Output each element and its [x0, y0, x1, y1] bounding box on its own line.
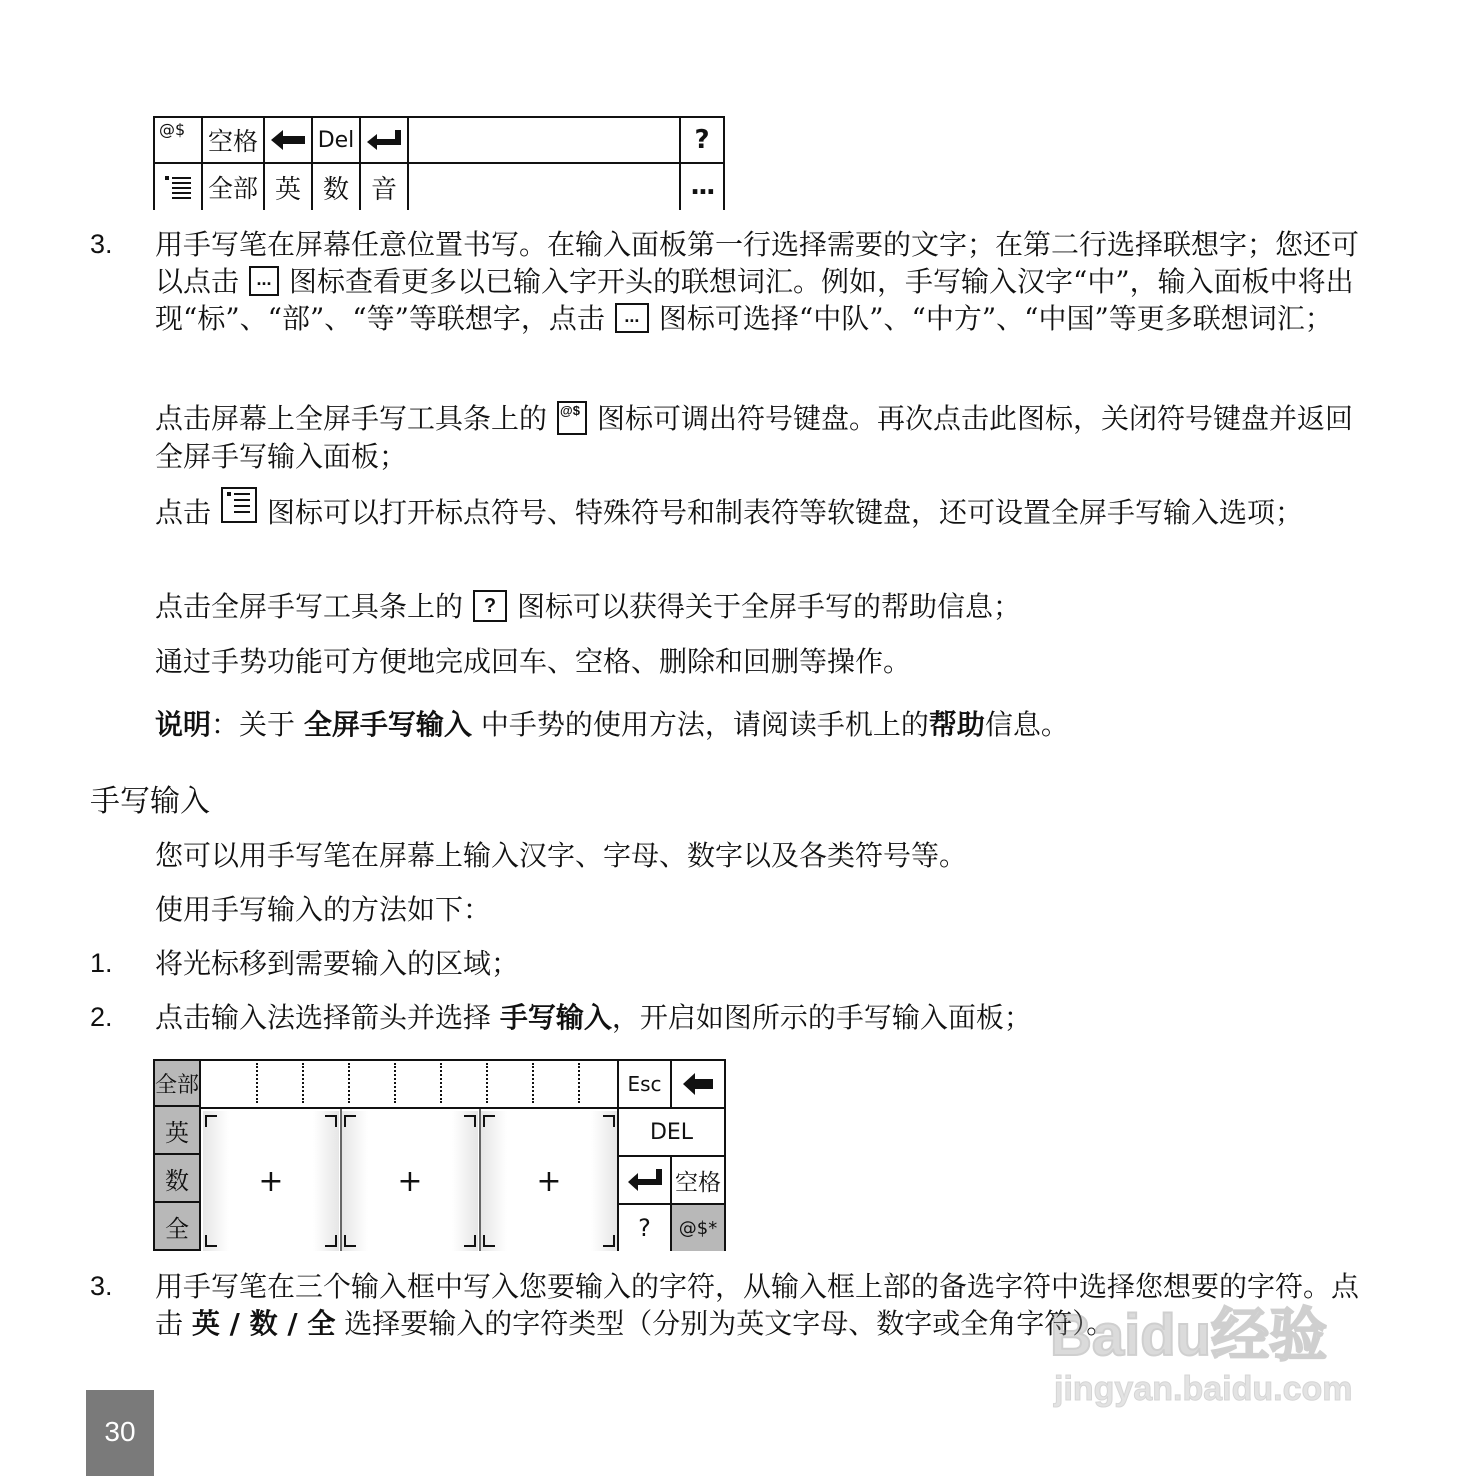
paragraph: 点击全屏手写工具条上的 ? 图标可以获得关于全屏手写的帮助信息；: [155, 590, 1022, 623]
backspace-button[interactable]: [265, 118, 311, 162]
fullwidth-mode-button[interactable]: 全: [153, 1203, 201, 1251]
left-arrow-icon: [271, 130, 305, 150]
paragraph: 点击屏幕上全屏手写工具条上的 @$ 图标可调出符号键盘。再次点击此图标，关闭符号键盘并返回全屏手写输入面板；: [155, 402, 1354, 473]
symbol-keyboard-button[interactable]: [155, 118, 201, 162]
backspace-button[interactable]: [672, 1061, 724, 1107]
paragraph: 用手写笔在三个输入框中写入您要输入的字符，从输入框上部的备选字符中选择您想要的字符。点击 英 / 数 / 全 选择要输入的字符类型（分别为英文字母、数字或全角字符）。: [155, 1270, 1360, 1340]
more-icon: ...: [249, 266, 279, 296]
enter-button[interactable]: [361, 118, 407, 162]
watermark-brand: Baidu经验: [1050, 1303, 1328, 1368]
help-icon: ?: [473, 590, 507, 622]
list-icon: [221, 487, 257, 523]
plus-icon: +: [536, 1163, 562, 1199]
plus-icon: +: [258, 1163, 284, 1199]
candidate-divider: [256, 1063, 258, 1103]
english-mode-button[interactable]: 英: [153, 1107, 201, 1155]
page-number: 30: [104, 1416, 136, 1447]
punctuation-button[interactable]: [155, 164, 201, 210]
candidate-divider: [348, 1063, 350, 1103]
paragraph: 您可以用手写笔在屏幕上输入汉字、字母、数字以及各类符号等。: [155, 839, 968, 872]
more-icon: ...: [615, 303, 649, 333]
number-button[interactable]: 数: [322, 174, 349, 205]
sound-button[interactable]: 音: [370, 174, 397, 205]
note-label: 说明: [155, 708, 212, 741]
paragraph: 点击 图标可以打开标点符号、特殊符号和制表符等软键盘，还可设置全屏手写输入选项；: [155, 494, 1364, 533]
help-button[interactable]: ?: [694, 125, 710, 155]
symbol-keyboard-icon: @$: [557, 401, 587, 435]
candidate-divider: [302, 1063, 304, 1103]
symbol-keyboard-button[interactable]: @$*: [672, 1205, 724, 1251]
space-button[interactable]: 空格: [207, 127, 258, 156]
candidate-divider: [532, 1063, 534, 1103]
paragraph: 将光标移到需要输入的区域；: [155, 947, 520, 980]
at-dollar-icon: @$: [159, 120, 186, 139]
handwriting-panel: [153, 1059, 726, 1251]
paragraph: 使用手写输入的方法如下：: [155, 893, 492, 926]
list-icon: [163, 174, 193, 200]
step-number: 3.: [90, 1271, 113, 1301]
writing-box[interactable]: [481, 1111, 617, 1251]
enter-icon: [367, 130, 401, 150]
all-candidates-button[interactable]: 全部: [153, 1059, 201, 1107]
writing-box[interactable]: [203, 1111, 339, 1251]
esc-button[interactable]: Esc: [627, 1072, 662, 1096]
enter-icon: [628, 1169, 662, 1191]
paragraph: 点击输入法选择箭头并选择 手写输入，开启如图所示的手写输入面板；: [155, 1001, 1032, 1034]
all-button[interactable]: 全部: [207, 174, 258, 203]
delete-button[interactable]: Del: [317, 127, 355, 153]
writing-box[interactable]: [342, 1111, 478, 1251]
paragraph: 通过手势功能可方便地完成回车、空格、删除和回删等操作。: [155, 645, 912, 678]
section-title: 手写输入: [90, 784, 210, 819]
plus-icon: +: [397, 1163, 423, 1199]
step-number: 1.: [90, 948, 113, 978]
delete-button[interactable]: DEL: [649, 1119, 694, 1145]
more-button[interactable]: ...: [690, 171, 714, 201]
watermark-url: jingyan.baidu.com: [1054, 1370, 1353, 1408]
note: 说明：关于 全屏手写输入 中手势的使用方法，请阅读手机上的帮助信息。: [155, 708, 1069, 741]
fullscreen-toolbar: [153, 116, 725, 210]
help-button[interactable]: ?: [638, 1214, 651, 1242]
step-number: 2.: [90, 1002, 113, 1032]
space-button[interactable]: 空格: [675, 1169, 721, 1196]
enter-button[interactable]: [619, 1157, 670, 1203]
page-number-block: [86, 1390, 154, 1476]
candidate-divider: [440, 1063, 442, 1103]
step-number: 3.: [90, 229, 113, 259]
candidate-divider: [578, 1063, 580, 1103]
left-arrow-icon: [683, 1073, 713, 1095]
english-button[interactable]: 英: [274, 174, 301, 205]
paragraph: 用手写笔在屏幕任意位置书写。在输入面板第一行选择需要的文字；在第二行选择联想字；您还可以点击 ... 图标查看更多以已输入字开头的联想词汇。例如，手写输入汉字“中”，输入面板中将出现“标”、“部”、“等”等联想字，点击 ... 图标可选择“中队”、“中方”、“中国”等更多联想词汇；: [155, 228, 1360, 335]
number-mode-button[interactable]: 数: [153, 1155, 201, 1203]
candidate-divider: [486, 1063, 488, 1103]
candidate-divider: [394, 1063, 396, 1103]
watermark: [1050, 1288, 1390, 1428]
